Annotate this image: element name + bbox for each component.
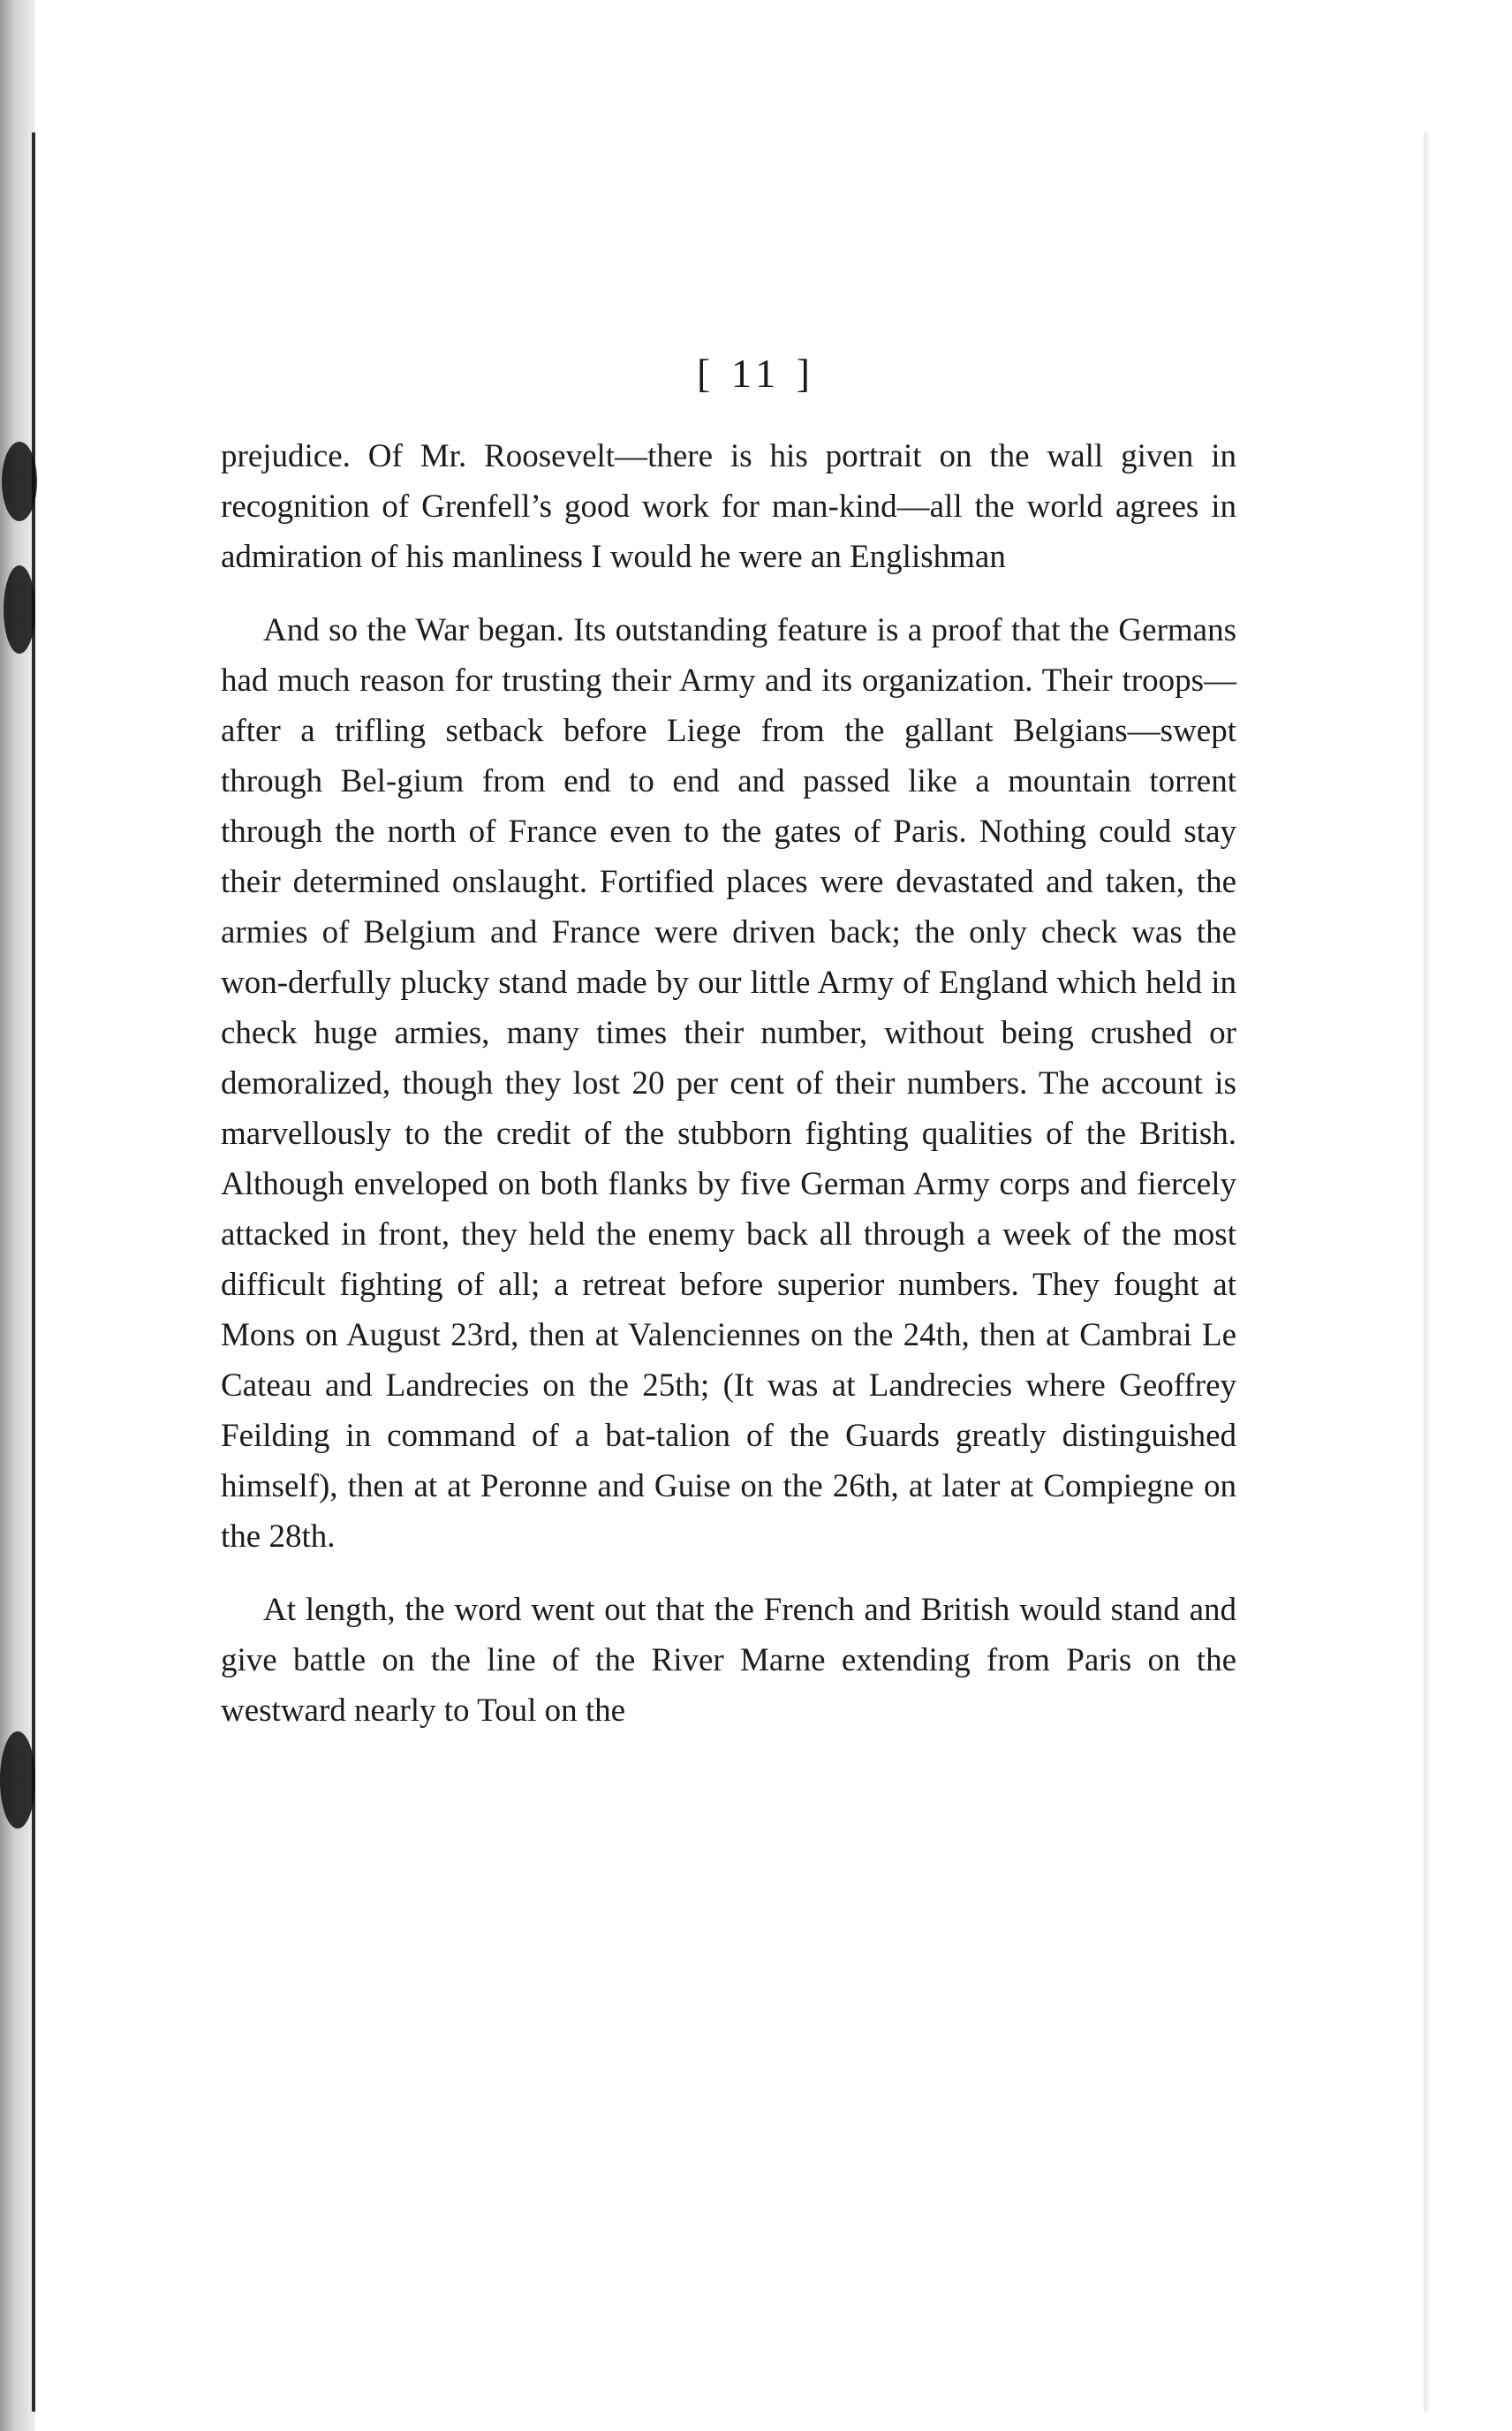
body-text	[221, 431, 1236, 1736]
paragraph: And so the War began. Its outstanding feature is a proof that the Germans had much reason for trusting their Army and its organization. Their troops—after a trifling setback before Liege from the gallant Belgians—swept through Bel-gium from end to end and passed like a mountain torrent through the north of France even to the gates of Paris. Nothing could stay their determined onslaught. Fortified places were devastated and taken, the armies of Belgium and France were driven back; the only check was the won-derfully plucky stand made by our little Army of England which held in check huge armies, many times their number, without being crushed or demoralized, though they lost 20 per cent of their numbers. The account is marvellously to the credit of the stubborn fighting qualities of the British. Although enveloped on both flanks by five German Army corps and fiercely attacked in front, they held the enemy back all through a week of the most difficult fighting of all; a retreat before superior numbers. They fought at Mons on August 23rd, then at Valenciennes on the 24th, then at Cambrai Le Cateau and Landrecies on the 25th; (It was at Landrecies where Geoffrey Feilding in command of a bat-talion of the Guards greatly distinguished himself), then at at Peronne and Guise on the 26th, at later at Compiegne on the 28th.	[221, 612, 1236, 1555]
paragraph: At length, the word went out that the French and British would stand and give battle on the line of the River Marne extending from Paris on the westward nearly to Toul on the	[221, 1592, 1236, 1729]
page-edge-right	[1424, 133, 1429, 2412]
ink-blot	[4, 565, 35, 654]
ink-blot	[0, 1731, 35, 1829]
ink-blot	[2, 442, 37, 521]
paragraph: prejudice. Of Mr. Roosevelt—there is his portrait on the wall given in recognition of Grenfell’s good work for man-kind—all the world agrees in admiration of his manliness I would he were an Englishman	[221, 438, 1236, 575]
page-number: [ 11 ]	[697, 351, 815, 396]
